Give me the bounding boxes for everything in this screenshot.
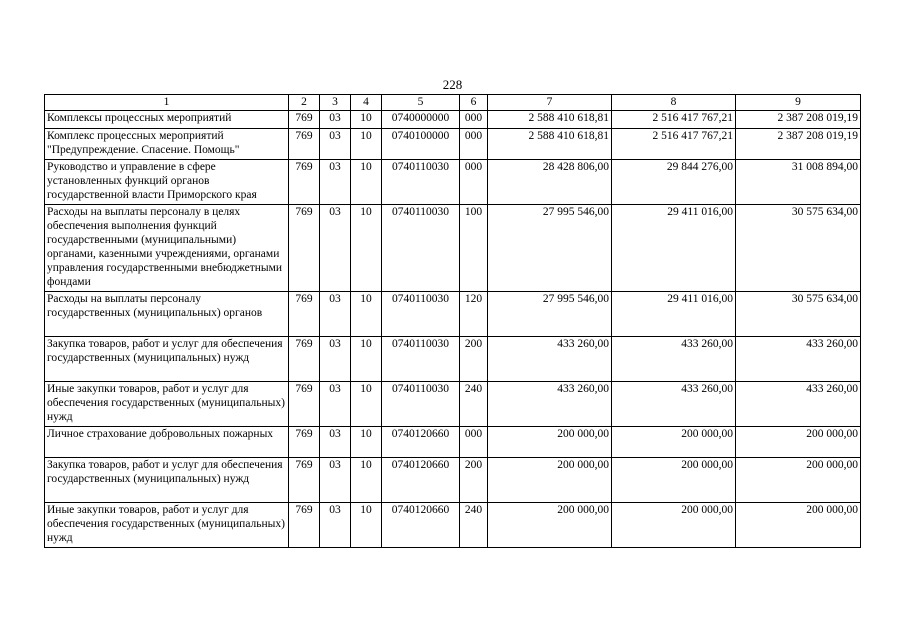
- table-row: [45, 292, 861, 337]
- subsection-code-cell: 10: [351, 337, 382, 382]
- expense-type-cell: 100: [460, 205, 488, 292]
- target-code-cell: 0740120660: [382, 458, 460, 503]
- target-code-cell: 0740110030: [382, 337, 460, 382]
- section-code-cell: 03: [320, 111, 351, 129]
- subsection-code-cell: 10: [351, 160, 382, 205]
- amount-1-cell: 433 260,00: [488, 382, 612, 427]
- page-number: 228: [442, 77, 463, 92]
- row-name-cell: Расходы на выплаты персоналу в целях обеспечения выполнения функций государственными (муниципальными) органами, казенными учреждениями, органами управления государственными внебюджетными фондами: [45, 205, 289, 292]
- column-header-amount-3: 9: [736, 95, 861, 111]
- row-name-cell: Закупка товаров, работ и услуг для обеспечения государственных (муниципальных) нужд: [45, 337, 289, 382]
- section-code-cell: 03: [320, 205, 351, 292]
- table-body: [45, 111, 861, 548]
- subsection-code-cell: 10: [351, 503, 382, 548]
- subsection-code-cell: 10: [351, 205, 382, 292]
- subsection-code-cell: 10: [351, 382, 382, 427]
- amount-1-cell: 2 588 410 618,81: [488, 111, 612, 129]
- subsection-code-cell: 10: [351, 427, 382, 458]
- amount-2-cell: 200 000,00: [612, 427, 736, 458]
- amount-2-cell: 29 411 016,00: [612, 292, 736, 337]
- target-code-cell: 0740110030: [382, 382, 460, 427]
- amount-3-cell: 433 260,00: [736, 382, 861, 427]
- table-row: [45, 337, 861, 382]
- section-code-cell: 03: [320, 458, 351, 503]
- amount-3-cell: 30 575 634,00: [736, 292, 861, 337]
- target-code-cell: 0740100000: [382, 129, 460, 160]
- column-header-target: 5: [382, 95, 460, 111]
- row-name-cell: Иные закупки товаров, работ и услуг для обеспечения государственных (муниципальных) нужд: [45, 503, 289, 548]
- amount-3-cell: 2 387 208 019,19: [736, 111, 861, 129]
- target-code-cell: 0740110030: [382, 205, 460, 292]
- section-code-cell: 03: [320, 292, 351, 337]
- section-code-cell: 03: [320, 129, 351, 160]
- amount-2-cell: 29 411 016,00: [612, 205, 736, 292]
- ministry-code-cell: 769: [289, 458, 320, 503]
- amount-1-cell: 27 995 546,00: [488, 292, 612, 337]
- ministry-code-cell: 769: [289, 160, 320, 205]
- target-code-cell: 0740120660: [382, 503, 460, 548]
- expense-type-cell: 200: [460, 458, 488, 503]
- table-row: [45, 205, 861, 292]
- target-code-cell: 0740120660: [382, 427, 460, 458]
- expense-type-cell: 000: [460, 427, 488, 458]
- column-header-expense-type: 6: [460, 95, 488, 111]
- expense-type-cell: 000: [460, 160, 488, 205]
- section-code-cell: 03: [320, 337, 351, 382]
- table-row: [45, 503, 861, 548]
- ministry-code-cell: 769: [289, 503, 320, 548]
- table-row: [45, 160, 861, 205]
- subsection-code-cell: 10: [351, 111, 382, 129]
- row-name-cell: Расходы на выплаты персоналу государственных (муниципальных) органов: [45, 292, 289, 337]
- amount-2-cell: 29 844 276,00: [612, 160, 736, 205]
- row-name-cell: Комплексы процессных мероприятий: [45, 111, 289, 129]
- amount-2-cell: 433 260,00: [612, 337, 736, 382]
- amount-2-cell: 200 000,00: [612, 458, 736, 503]
- column-header-subsection: 4: [351, 95, 382, 111]
- amount-3-cell: 2 387 208 019,19: [736, 129, 861, 160]
- column-header-name: 1: [45, 95, 289, 111]
- ministry-code-cell: 769: [289, 427, 320, 458]
- amount-3-cell: 200 000,00: [736, 503, 861, 548]
- amount-1-cell: 200 000,00: [488, 503, 612, 548]
- table-row: [45, 129, 861, 160]
- amount-3-cell: 200 000,00: [736, 458, 861, 503]
- column-header-ministry: 2: [289, 95, 320, 111]
- row-name-cell: Иные закупки товаров, работ и услуг для обеспечения государственных (муниципальных) нужд: [45, 382, 289, 427]
- expense-type-cell: 000: [460, 129, 488, 160]
- ministry-code-cell: 769: [289, 111, 320, 129]
- table-row: [45, 382, 861, 427]
- header-row: [45, 95, 861, 111]
- amount-2-cell: 2 516 417 767,21: [612, 111, 736, 129]
- section-code-cell: 03: [320, 503, 351, 548]
- amount-3-cell: 30 575 634,00: [736, 205, 861, 292]
- subsection-code-cell: 10: [351, 458, 382, 503]
- section-code-cell: 03: [320, 160, 351, 205]
- ministry-code-cell: 769: [289, 292, 320, 337]
- amount-2-cell: 2 516 417 767,21: [612, 129, 736, 160]
- amount-3-cell: 31 008 894,00: [736, 160, 861, 205]
- expense-type-cell: 120: [460, 292, 488, 337]
- subsection-code-cell: 10: [351, 129, 382, 160]
- amount-1-cell: 27 995 546,00: [488, 205, 612, 292]
- table-row: [45, 458, 861, 503]
- amount-1-cell: 200 000,00: [488, 458, 612, 503]
- row-name-cell: Личное страхование добровольных пожарных: [45, 427, 289, 458]
- amount-1-cell: 433 260,00: [488, 337, 612, 382]
- column-header-amount-1: 7: [488, 95, 612, 111]
- target-code-cell: 0740110030: [382, 160, 460, 205]
- amount-3-cell: 200 000,00: [736, 427, 861, 458]
- expense-type-cell: 240: [460, 503, 488, 548]
- table-row: [45, 427, 861, 458]
- ministry-code-cell: 769: [289, 129, 320, 160]
- row-name-cell: Закупка товаров, работ и услуг для обеспечения государственных (муниципальных) нужд: [45, 458, 289, 503]
- expense-type-cell: 000: [460, 111, 488, 129]
- ministry-code-cell: 769: [289, 337, 320, 382]
- target-code-cell: 0740110030: [382, 292, 460, 337]
- budget-table: [44, 94, 861, 548]
- target-code-cell: 0740000000: [382, 111, 460, 129]
- row-name-cell: Комплекс процессных мероприятий "Предупреждение. Спасение. Помощь": [45, 129, 289, 160]
- column-header-amount-2: 8: [612, 95, 736, 111]
- section-code-cell: 03: [320, 427, 351, 458]
- amount-1-cell: 28 428 806,00: [488, 160, 612, 205]
- table-header: [45, 95, 861, 111]
- section-code-cell: 03: [320, 382, 351, 427]
- amount-1-cell: 200 000,00: [488, 427, 612, 458]
- column-header-section: 3: [320, 95, 351, 111]
- amount-1-cell: 2 588 410 618,81: [488, 129, 612, 160]
- ministry-code-cell: 769: [289, 382, 320, 427]
- amount-2-cell: 200 000,00: [612, 503, 736, 548]
- subsection-code-cell: 10: [351, 292, 382, 337]
- amount-2-cell: 433 260,00: [612, 382, 736, 427]
- ministry-code-cell: 769: [289, 205, 320, 292]
- table-row: [45, 111, 861, 129]
- amount-3-cell: 433 260,00: [736, 337, 861, 382]
- expense-type-cell: 240: [460, 382, 488, 427]
- row-name-cell: Руководство и управление в сфере установленных функций органов государственной власти Приморского края: [45, 160, 289, 205]
- expense-type-cell: 200: [460, 337, 488, 382]
